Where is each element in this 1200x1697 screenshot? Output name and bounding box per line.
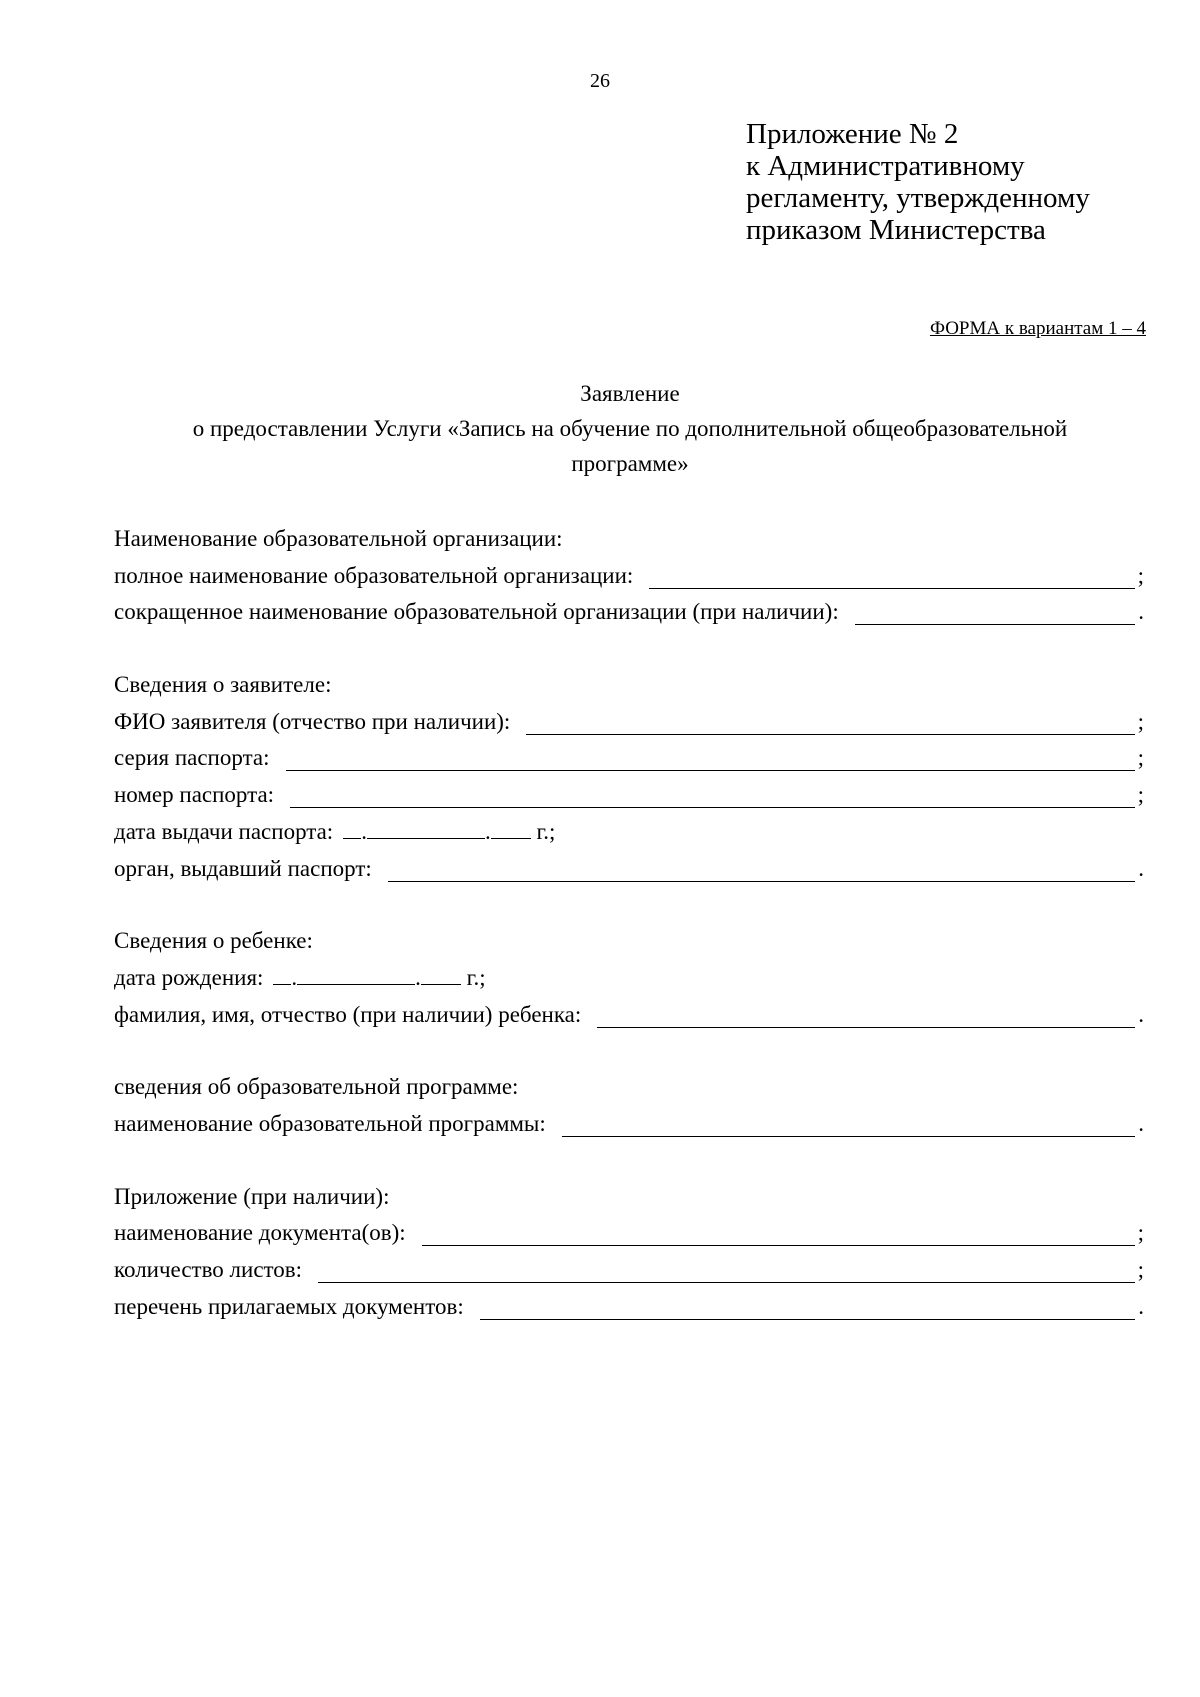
year-suffix: г.;	[466, 964, 486, 990]
passport-series-field[interactable]	[286, 770, 1135, 771]
org-full-name-label: полное наименование образовательной организации:	[114, 562, 634, 588]
child-name-label: фамилия, имя, отчество (при наличии) ребенка:	[114, 1001, 582, 1027]
attachment-list-row	[114, 1289, 1144, 1326]
day-blank[interactable]	[343, 818, 361, 839]
attachment-list-label: перечень прилагаемых документов:	[114, 1293, 464, 1319]
program-section-heading: сведения об образовательной программе:	[114, 1074, 519, 1100]
row-end-punct: .	[1138, 599, 1144, 625]
attachment-list-field[interactable]	[480, 1319, 1136, 1320]
program-name-row	[114, 1106, 1144, 1143]
row-end-punct: .	[1138, 855, 1144, 881]
passport-series-label: серия паспорта:	[114, 745, 270, 771]
child-birth-date-label: дата рождения:	[114, 964, 264, 990]
applicant-fio-row	[114, 704, 1144, 741]
row-end-punct: ;	[1137, 708, 1144, 734]
attachment-sheets-label: количество листов:	[114, 1257, 303, 1282]
passport-issue-date-row	[114, 814, 1144, 851]
org-short-name-label: сокращенное наименование образовательной организации (при наличии):	[114, 599, 839, 625]
child-name-row	[114, 997, 1144, 1034]
child-section-heading: Сведения о ребенке:	[114, 928, 313, 954]
org-section-heading: Наименование образовательной организации:	[114, 526, 563, 551]
row-end-punct: .	[1138, 1110, 1144, 1136]
passport-series-row	[114, 740, 1144, 777]
program-name-field[interactable]	[562, 1136, 1135, 1137]
applicant-section-heading: Сведения о заявителе:	[114, 672, 332, 698]
applicant-fio-field[interactable]	[526, 734, 1134, 735]
appendix-line: к Административному	[746, 150, 1025, 182]
passport-number-row	[114, 777, 1144, 814]
org-full-name-field[interactable]	[649, 588, 1134, 589]
title-line: о предоставлении Услуги «Запись на обучение по дополнительной общеобразовательной	[192, 416, 1068, 441]
year-blank[interactable]	[491, 818, 531, 839]
child-name-field[interactable]	[597, 1027, 1135, 1028]
passport-number-field[interactable]	[290, 807, 1135, 808]
passport-issue-date-label: дата выдачи паспорта:	[114, 818, 334, 844]
row-end-punct: .	[1138, 1001, 1144, 1027]
form-body	[114, 521, 1144, 1325]
row-end-punct: ;	[1137, 782, 1144, 808]
appendix-header	[746, 118, 1090, 246]
child-birth-date-row	[114, 960, 1144, 997]
row-end-punct: .	[1138, 1293, 1144, 1319]
form-reference: ФОРМА к вариантам 1 – 4	[929, 318, 1146, 339]
attachment-docs-label: наименование документа(ов):	[114, 1220, 406, 1246]
year-blank[interactable]	[421, 964, 461, 985]
month-blank[interactable]	[367, 818, 485, 839]
passport-number-label: номер паспорта:	[114, 782, 275, 808]
program-name-label: наименование образовательной программы:	[114, 1110, 546, 1136]
appendix-line: регламенту, утвержденному	[746, 182, 1090, 214]
attachment-sheets-row	[114, 1252, 1144, 1289]
month-blank[interactable]	[297, 964, 415, 985]
applicant-fio-label: ФИО заявителя (отчество при наличии):	[114, 708, 511, 734]
passport-issued-by-field[interactable]	[388, 881, 1135, 882]
title-line: программе»	[571, 451, 689, 476]
document-title	[140, 376, 1120, 481]
attachment-docs-field[interactable]	[422, 1245, 1135, 1246]
page-number: 26	[590, 70, 610, 92]
attachment-section-heading: Приложение (при наличии):	[114, 1183, 390, 1209]
org-full-name-row	[114, 558, 1144, 595]
org-short-name-row	[114, 594, 1144, 631]
child-birth-date-field[interactable]: . . г.;	[273, 960, 485, 997]
row-end-punct: ;	[1137, 1257, 1144, 1282]
passport-issued-by-row	[114, 851, 1144, 888]
appendix-line: приказом Министерства	[746, 214, 1046, 246]
appendix-line: Приложение № 2	[746, 118, 959, 150]
attachment-sheets-field[interactable]	[318, 1282, 1135, 1283]
row-end-punct: ;	[1137, 745, 1144, 771]
row-end-punct: ;	[1137, 1220, 1144, 1246]
title-line: Заявление	[580, 381, 680, 406]
org-short-name-field[interactable]	[855, 624, 1136, 625]
day-blank[interactable]	[273, 964, 291, 985]
passport-issued-by-label: орган, выдавший паспорт:	[114, 855, 372, 881]
passport-issue-date-field[interactable]: . . г.;	[343, 814, 555, 851]
year-suffix: г.;	[536, 818, 556, 844]
attachment-docs-row	[114, 1215, 1144, 1252]
row-end-punct: ;	[1137, 562, 1144, 588]
